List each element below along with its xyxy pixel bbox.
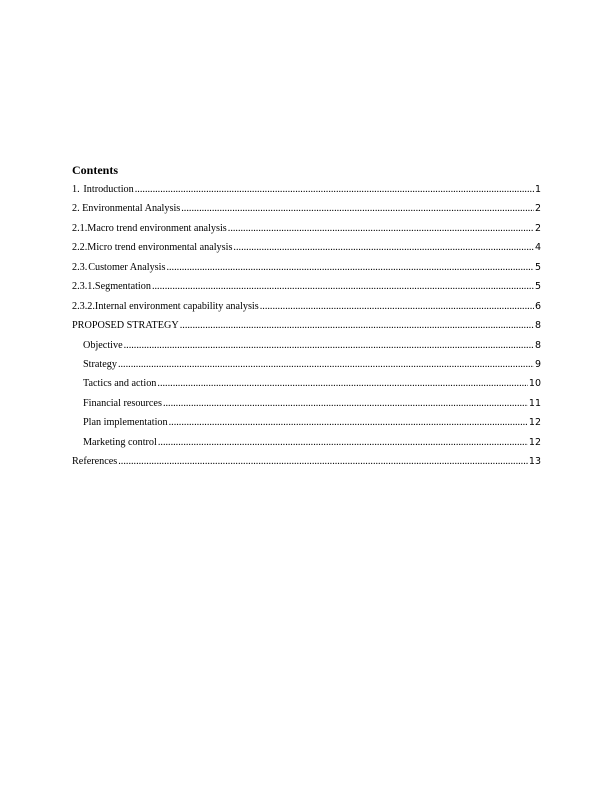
toc-entry-page: 5 <box>534 281 541 293</box>
toc-entry-page: 12 <box>528 436 541 448</box>
toc-entry-page: 10 <box>528 378 541 390</box>
dot-leader <box>169 416 528 430</box>
toc-entry-page: 8 <box>534 320 541 332</box>
toc-entry-page: 9 <box>534 358 541 370</box>
toc-entry-title: Introduction <box>83 184 134 195</box>
dot-leader <box>118 358 534 372</box>
dot-leader <box>152 280 534 294</box>
toc-entry-number: 2.2. <box>72 242 88 254</box>
toc-entry-number: 2.1. <box>72 222 88 234</box>
toc-entry-environmental-analysis[interactable] <box>72 202 541 221</box>
toc-entry-title: PROPOSED STRATEGY <box>72 320 179 332</box>
toc-entry-title: Tactics and action <box>83 378 157 390</box>
toc-entry-title: Strategy <box>83 358 117 370</box>
toc-entry-number: 2.3.2. <box>72 300 95 312</box>
toc-entry-number: 2. <box>72 203 80 215</box>
toc-entry-page: 11 <box>528 397 541 409</box>
dot-leader <box>228 222 534 236</box>
dot-leader <box>180 319 534 333</box>
toc-entry-page: 5 <box>534 261 541 273</box>
toc-entry-page: 6 <box>534 300 541 312</box>
toc-entry-title: Micro trend environmental analysis <box>87 242 233 254</box>
toc-entry-segmentation[interactable] <box>72 280 541 299</box>
toc-entry-title: References <box>72 456 118 468</box>
toc-entry-title: Objective <box>83 339 123 351</box>
toc-entry-page: 8 <box>534 339 541 351</box>
dot-leader <box>135 183 534 197</box>
dot-leader <box>260 300 534 314</box>
toc-entry-number: 2.3.1. <box>72 281 95 293</box>
toc-entry-objective[interactable] <box>72 339 541 358</box>
toc-entry-title: Customer Analysis <box>88 261 166 273</box>
toc-entry-title: Marketing control <box>83 436 157 448</box>
toc-entry-plan-implementation[interactable] <box>72 416 541 435</box>
toc-entry-references[interactable] <box>72 455 541 474</box>
toc-entry-micro-trend[interactable] <box>72 241 541 260</box>
toc-entry-marketing-control[interactable] <box>72 436 541 455</box>
toc-entry-page: 13 <box>528 456 541 468</box>
contents-heading: Contents <box>72 163 119 177</box>
toc-entry-financial-resources[interactable] <box>72 397 541 416</box>
toc-entry-page: 12 <box>528 417 541 429</box>
dot-leader <box>181 202 534 216</box>
table-of-contents <box>72 163 541 475</box>
toc-entry-macro-trend[interactable] <box>72 222 541 241</box>
dot-leader <box>166 261 534 275</box>
toc-entry-introduction[interactable] <box>72 183 541 202</box>
toc-entry-title: Macro trend environment analysis <box>87 222 227 234</box>
toc-entry-title: Environmental Analysis <box>82 203 181 215</box>
dot-leader <box>158 436 528 450</box>
toc-entry-title: Internal environment capability analysis <box>94 300 259 312</box>
toc-entry-title: Segmentation <box>94 281 151 293</box>
dot-leader <box>163 397 528 411</box>
dot-leader <box>157 377 528 391</box>
toc-entry-title: Plan implementation <box>83 417 168 429</box>
dot-leader <box>118 455 528 469</box>
toc-entry-internal-environment[interactable] <box>72 300 541 319</box>
toc-entry-page: 2 <box>534 222 541 234</box>
toc-entry-title: Financial resources <box>83 397 162 409</box>
toc-entry-number: 2.3. <box>72 261 88 273</box>
toc-entry-number: 1. <box>72 184 80 195</box>
toc-entry-page: 2 <box>534 203 541 215</box>
toc-entry-tactics[interactable] <box>72 377 541 396</box>
toc-entry-proposed-strategy[interactable] <box>72 319 541 338</box>
toc-entry-page: 4 <box>534 242 541 254</box>
dot-leader <box>124 339 534 353</box>
dot-leader <box>233 241 534 255</box>
toc-entry-page: 1 <box>534 184 541 195</box>
toc-entry-customer-analysis[interactable] <box>72 261 541 280</box>
toc-entry-strategy[interactable] <box>72 358 541 377</box>
